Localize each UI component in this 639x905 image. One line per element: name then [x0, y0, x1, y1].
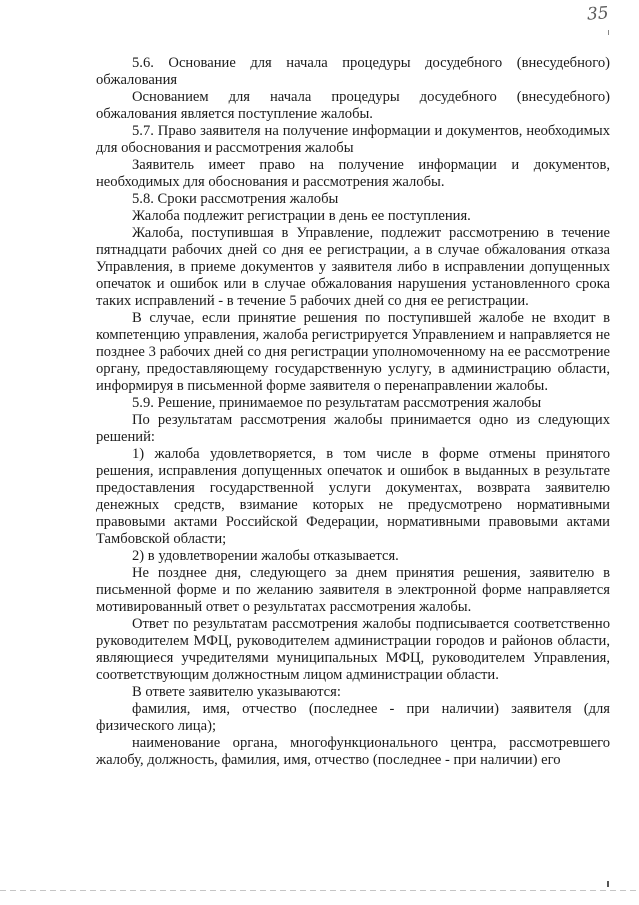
paragraph: В случае, если принятие решения по поступившей жалобе не входит в компетенцию управления, жалоба регистрируется Управлением и направляется не позднее 3 рабочих дней со дня регистрации уполномоченному на ее рассмотрение органу, предоставляющему государственную услугу, в администрацию области, информируя в письменной форме заявителя о перенаправлении жалобы.	[96, 310, 610, 394]
section-heading-5-8: 5.8. Сроки рассмотрения жалобы	[132, 191, 339, 207]
paragraph: В ответе заявителю указываются:	[132, 684, 341, 700]
scan-artifact-tick	[608, 30, 609, 35]
section-heading-5-7: 5.7. Право заявителя на получение информации и документов, необходимых для обоснования и рассмотрения жалобы	[96, 123, 610, 156]
paragraph: Ответ по результатам рассмотрения жалобы подписывается соответственно руководителем МФЦ, руководителем администрации городов и районов области, являющиеся учредителями муниципальных МФЦ, руководителем Управления, соответствующим должностным лицом администрации области.	[96, 616, 610, 683]
document-body	[96, 55, 610, 769]
section-heading-5-6: 5.6. Основание для начала процедуры досудебного (внесудебного) обжалования	[96, 55, 610, 88]
list-item: 1) жалоба удовлетворяется, в том числе в форме отмены принятого решения, исправления допущенных опечаток и ошибок в выданных в результате предоставления государственной услуги документах, возврата заявителю денежных средств, взимание которых не предусмотрено нормативными правовыми актами Российской Федерации, нормативными правовыми актами Тамбовской области;	[96, 446, 610, 547]
paragraph: По результатам рассмотрения жалобы принимается одно из следующих решений:	[96, 412, 610, 445]
scan-artifact-mark	[607, 881, 609, 887]
paragraph: Жалоба подлежит регистрации в день ее поступления.	[132, 208, 471, 224]
paragraph: наименование органа, многофункционального центра, рассмотревшего жалобу, должность, фамилия, имя, отчество (последнее - при наличии) его	[96, 735, 610, 768]
scan-artifact-line	[0, 890, 639, 891]
page-number: 35	[586, 3, 610, 25]
list-item: 2) в удовлетворении жалобы отказывается.	[132, 548, 399, 564]
section-heading-5-9: 5.9. Решение, принимаемое по результатам рассмотрения жалобы	[132, 395, 542, 411]
paragraph: Не позднее дня, следующего за днем принятия решения, заявителю в письменной форме и по желанию заявителя в электронной форме направляется мотивированный ответ о результатах рассмотрения жалобы.	[96, 565, 610, 615]
paragraph: Жалоба, поступившая в Управление, подлежит рассмотрению в течение пятнадцати рабочих дней со дня ее регистрации, а в случае обжалования отказа Управления, в приеме документов у заявителя либо в исправлении допущенных опечаток и ошибок или в случае обжалования нарушения установленного срока таких исправлений - в течение 5 рабочих дней со дня ее регистрации.	[96, 225, 610, 309]
paragraph: фамилия, имя, отчество (последнее - при наличии) заявителя (для физического лица);	[96, 701, 610, 734]
paragraph: Основанием для начала процедуры досудебного (внесудебного) обжалования является поступление жалобы.	[96, 89, 610, 122]
paragraph: Заявитель имеет право на получение информации и документов, необходимых для обоснования и рассмотрения жалобы.	[96, 157, 610, 190]
